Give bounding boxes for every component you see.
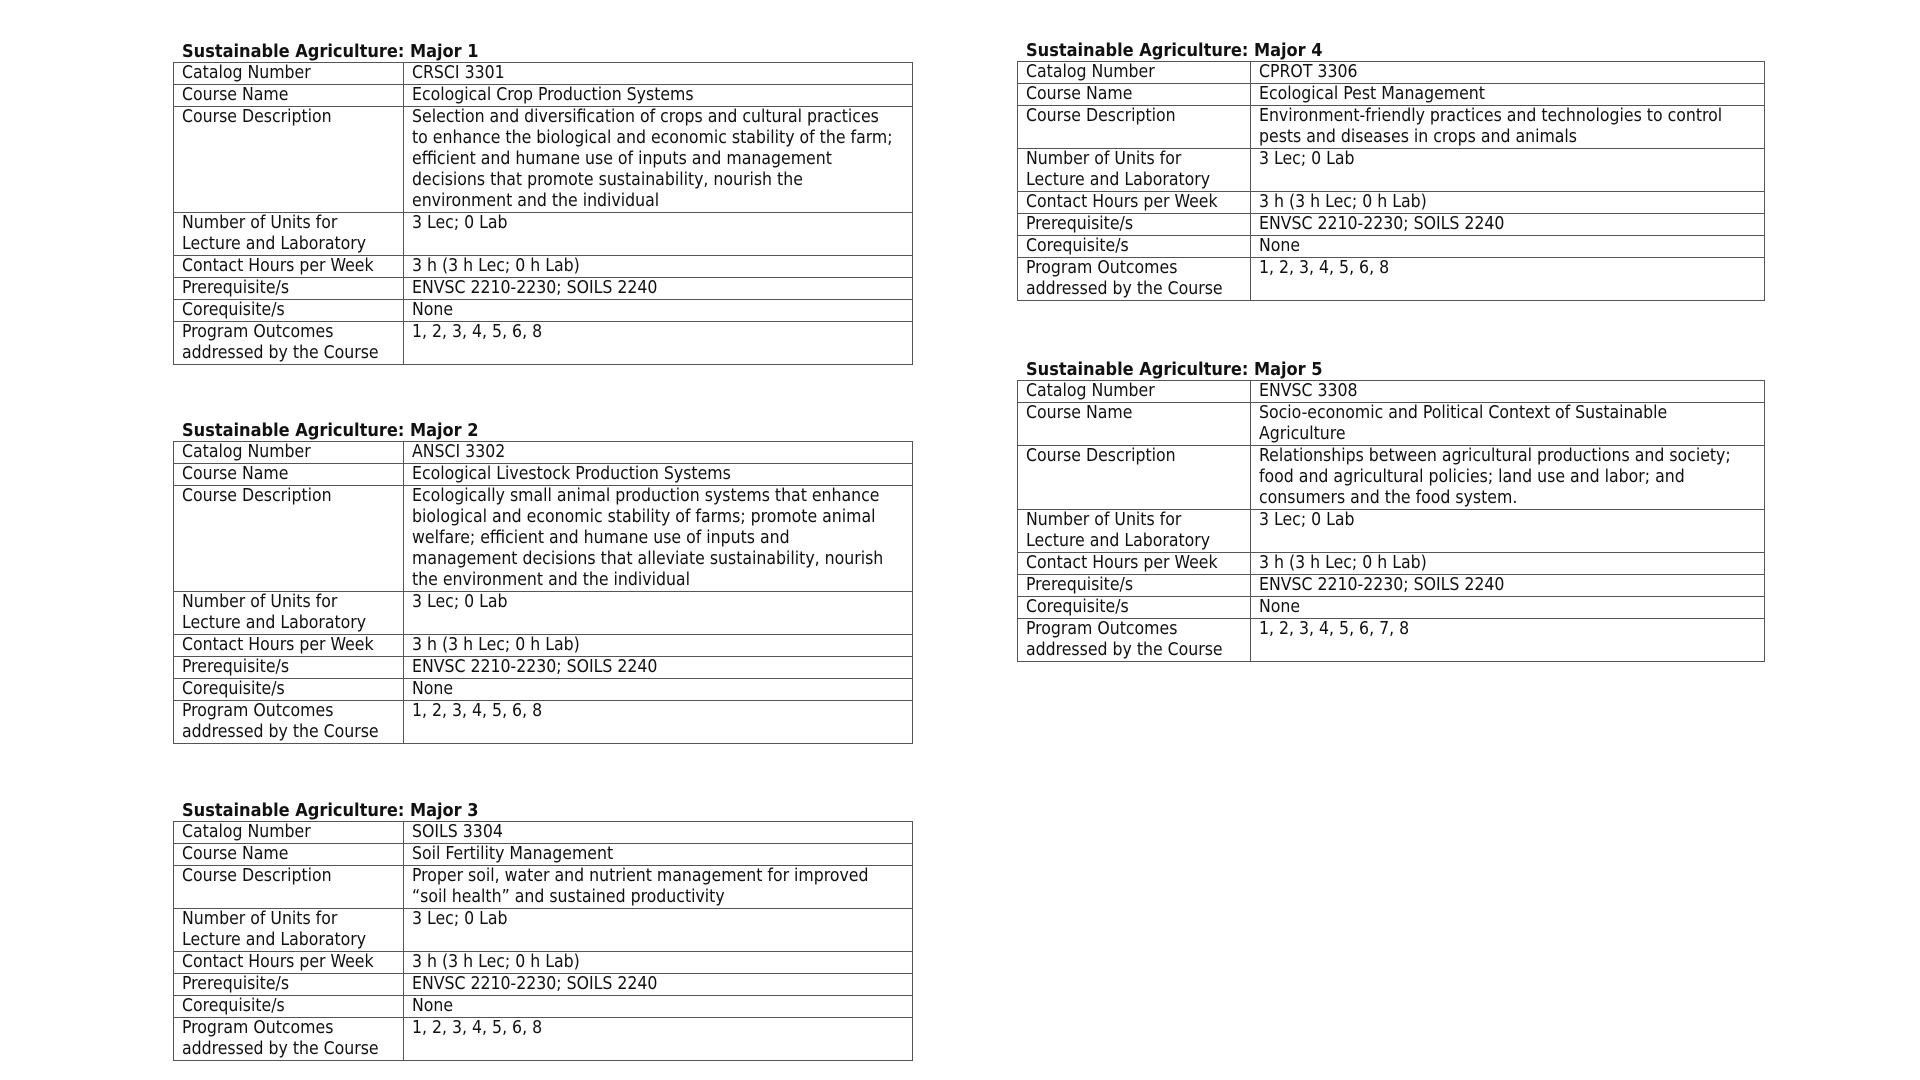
units-label: Number of Units for Lecture and Laboratory bbox=[174, 213, 404, 256]
units-label: Number of Units for Lecture and Laboratory bbox=[1018, 510, 1251, 553]
catalog-number-value: SOILS 3304 bbox=[404, 822, 913, 844]
course-name-row bbox=[1018, 84, 1765, 106]
corequisites-label: Corequisite/s bbox=[174, 300, 404, 322]
contact-hours-value: 3 h (3 h Lec; 0 h Lab) bbox=[1251, 192, 1765, 214]
course-description-row bbox=[1018, 106, 1765, 149]
corequisites-value: None bbox=[404, 996, 913, 1018]
course-table bbox=[1017, 380, 1765, 662]
units-row bbox=[174, 909, 913, 952]
units-row bbox=[174, 213, 913, 256]
course-name-label: Course Name bbox=[174, 844, 404, 866]
course-name-row bbox=[1018, 403, 1765, 446]
course-name-value: Ecological Pest Management bbox=[1251, 84, 1765, 106]
catalog-number-row bbox=[174, 442, 913, 464]
contact-hours-row bbox=[174, 635, 913, 657]
prerequisites-label: Prerequisite/s bbox=[1018, 575, 1251, 597]
major-1-block bbox=[173, 42, 913, 365]
course-description-label: Course Description bbox=[174, 486, 404, 592]
program-outcomes-value: 1, 2, 3, 4, 5, 6, 8 bbox=[404, 322, 913, 365]
course-description-value: Environment-friendly practices and technologies to control pests and diseases in crops and animals bbox=[1251, 106, 1765, 149]
contact-hours-label: Contact Hours per Week bbox=[1018, 192, 1251, 214]
catalog-number-label: Catalog Number bbox=[174, 822, 404, 844]
course-table bbox=[173, 821, 913, 1061]
course-description-row bbox=[1018, 446, 1765, 510]
major-2-block bbox=[173, 421, 913, 744]
program-outcomes-row bbox=[174, 1018, 913, 1061]
contact-hours-row bbox=[174, 952, 913, 974]
contact-hours-value: 3 h (3 h Lec; 0 h Lab) bbox=[404, 635, 913, 657]
units-label: Number of Units for Lecture and Laboratory bbox=[174, 592, 404, 635]
corequisites-row bbox=[174, 300, 913, 322]
contact-hours-row bbox=[1018, 553, 1765, 575]
program-outcomes-value: 1, 2, 3, 4, 5, 6, 8 bbox=[1251, 258, 1765, 301]
contact-hours-row bbox=[174, 256, 913, 278]
prerequisites-value: ENVSC 2210-2230; SOILS 2240 bbox=[404, 974, 913, 996]
program-outcomes-value: 1, 2, 3, 4, 5, 6, 7, 8 bbox=[1251, 619, 1765, 662]
program-outcomes-label: Program Outcomes addressed by the Course bbox=[174, 1018, 404, 1061]
major-4-block bbox=[1017, 41, 1765, 301]
units-value: 3 Lec; 0 Lab bbox=[1251, 510, 1765, 553]
catalog-number-row bbox=[174, 63, 913, 85]
contact-hours-value: 3 h (3 h Lec; 0 h Lab) bbox=[404, 256, 913, 278]
course-name-label: Course Name bbox=[1018, 84, 1251, 106]
program-outcomes-value: 1, 2, 3, 4, 5, 6, 8 bbox=[404, 701, 913, 744]
contact-hours-label: Contact Hours per Week bbox=[174, 256, 404, 278]
prerequisites-row bbox=[1018, 575, 1765, 597]
corequisites-row bbox=[1018, 236, 1765, 258]
units-value: 3 Lec; 0 Lab bbox=[404, 213, 913, 256]
course-table bbox=[173, 62, 913, 365]
catalog-number-label: Catalog Number bbox=[1018, 62, 1251, 84]
units-label: Number of Units for Lecture and Laboratory bbox=[1018, 149, 1251, 192]
contact-hours-value: 3 h (3 h Lec; 0 h Lab) bbox=[404, 952, 913, 974]
program-outcomes-label: Program Outcomes addressed by the Course bbox=[1018, 619, 1251, 662]
program-outcomes-label: Program Outcomes addressed by the Course bbox=[174, 701, 404, 744]
prerequisites-label: Prerequisite/s bbox=[1018, 214, 1251, 236]
corequisites-label: Corequisite/s bbox=[174, 996, 404, 1018]
units-row bbox=[174, 592, 913, 635]
units-row bbox=[1018, 510, 1765, 553]
course-name-label: Course Name bbox=[174, 464, 404, 486]
catalog-number-row bbox=[174, 822, 913, 844]
course-name-label: Course Name bbox=[174, 85, 404, 107]
corequisites-row bbox=[1018, 597, 1765, 619]
prerequisites-value: ENVSC 2210-2230; SOILS 2240 bbox=[404, 657, 913, 679]
prerequisites-label: Prerequisite/s bbox=[174, 657, 404, 679]
program-outcomes-label: Program Outcomes addressed by the Course bbox=[1018, 258, 1251, 301]
program-outcomes-row bbox=[174, 322, 913, 365]
course-description-value: Selection and diversification of crops and cultural practices to enhance the biological and economic stability of the farm; efficient and humane use of inputs and management decisions that promote sustainability, nourish the environment and the individual bbox=[404, 107, 913, 213]
course-description-label: Course Description bbox=[1018, 446, 1251, 510]
contact-hours-label: Contact Hours per Week bbox=[174, 952, 404, 974]
prerequisites-row bbox=[1018, 214, 1765, 236]
prerequisites-label: Prerequisite/s bbox=[174, 278, 404, 300]
major-5-block bbox=[1017, 360, 1765, 662]
course-name-value: Ecological Livestock Production Systems bbox=[404, 464, 913, 486]
corequisites-value: None bbox=[1251, 236, 1765, 258]
course-description-row bbox=[174, 107, 913, 213]
course-name-value: Socio-economic and Political Context of Sustainable Agriculture bbox=[1251, 403, 1765, 446]
corequisites-row bbox=[174, 679, 913, 701]
course-name-value: Ecological Crop Production Systems bbox=[404, 85, 913, 107]
catalog-number-value: ANSCI 3302 bbox=[404, 442, 913, 464]
contact-hours-label: Contact Hours per Week bbox=[174, 635, 404, 657]
course-description-value: Ecologically small animal production systems that enhance biological and economic stability of farms; promote animal welfare; efficient and humane use of inputs and management decisions that alleviate sustainability, nourish the environment and the individual bbox=[404, 486, 913, 592]
units-label: Number of Units for Lecture and Laboratory bbox=[174, 909, 404, 952]
course-name-label: Course Name bbox=[1018, 403, 1251, 446]
program-outcomes-value: 1, 2, 3, 4, 5, 6, 8 bbox=[404, 1018, 913, 1061]
prerequisites-value: ENVSC 2210-2230; SOILS 2240 bbox=[404, 278, 913, 300]
corequisites-value: None bbox=[404, 679, 913, 701]
corequisites-label: Corequisite/s bbox=[1018, 597, 1251, 619]
prerequisites-value: ENVSC 2210-2230; SOILS 2240 bbox=[1251, 575, 1765, 597]
catalog-number-label: Catalog Number bbox=[1018, 381, 1251, 403]
course-description-label: Course Description bbox=[174, 866, 404, 909]
course-name-row bbox=[174, 844, 913, 866]
course-name-value: Soil Fertility Management bbox=[404, 844, 913, 866]
catalog-number-row bbox=[1018, 62, 1765, 84]
prerequisites-row bbox=[174, 278, 913, 300]
prerequisites-label: Prerequisite/s bbox=[174, 974, 404, 996]
contact-hours-label: Contact Hours per Week bbox=[1018, 553, 1251, 575]
course-description-row bbox=[174, 486, 913, 592]
major-title: Sustainable Agriculture: Major 5 bbox=[1026, 359, 1323, 380]
major-title: Sustainable Agriculture: Major 2 bbox=[182, 420, 479, 441]
corequisites-value: None bbox=[1251, 597, 1765, 619]
corequisites-label: Corequisite/s bbox=[1018, 236, 1251, 258]
catalog-number-row bbox=[1018, 381, 1765, 403]
units-value: 3 Lec; 0 Lab bbox=[404, 592, 913, 635]
units-value: 3 Lec; 0 Lab bbox=[404, 909, 913, 952]
major-title: Sustainable Agriculture: Major 4 bbox=[1026, 40, 1323, 61]
catalog-number-value: CPROT 3306 bbox=[1251, 62, 1765, 84]
contact-hours-value: 3 h (3 h Lec; 0 h Lab) bbox=[1251, 553, 1765, 575]
catalog-number-label: Catalog Number bbox=[174, 442, 404, 464]
catalog-number-label: Catalog Number bbox=[174, 63, 404, 85]
major-title: Sustainable Agriculture: Major 1 bbox=[182, 41, 479, 62]
course-description-row bbox=[174, 866, 913, 909]
corequisites-label: Corequisite/s bbox=[174, 679, 404, 701]
course-description-label: Course Description bbox=[1018, 106, 1251, 149]
course-name-row bbox=[174, 464, 913, 486]
major-3-block bbox=[173, 801, 913, 1061]
corequisites-value: None bbox=[404, 300, 913, 322]
contact-hours-row bbox=[1018, 192, 1765, 214]
major-title: Sustainable Agriculture: Major 3 bbox=[182, 800, 479, 821]
catalog-number-value: CRSCI 3301 bbox=[404, 63, 913, 85]
course-description-label: Course Description bbox=[174, 107, 404, 213]
course-description-value: Proper soil, water and nutrient management for improved “soil health” and sustained productivity bbox=[404, 866, 913, 909]
prerequisites-row bbox=[174, 657, 913, 679]
course-table bbox=[1017, 61, 1765, 301]
catalog-number-value: ENVSC 3308 bbox=[1251, 381, 1765, 403]
program-outcomes-label: Program Outcomes addressed by the Course bbox=[174, 322, 404, 365]
course-name-row bbox=[174, 85, 913, 107]
program-outcomes-row bbox=[174, 701, 913, 744]
course-description-value: Relationships between agricultural productions and society; food and agricultural policies; land use and labor; and consumers and the food system. bbox=[1251, 446, 1765, 510]
program-outcomes-row bbox=[1018, 619, 1765, 662]
units-row bbox=[1018, 149, 1765, 192]
corequisites-row bbox=[174, 996, 913, 1018]
prerequisites-row bbox=[174, 974, 913, 996]
course-table bbox=[173, 441, 913, 744]
units-value: 3 Lec; 0 Lab bbox=[1251, 149, 1765, 192]
program-outcomes-row bbox=[1018, 258, 1765, 301]
prerequisites-value: ENVSC 2210-2230; SOILS 2240 bbox=[1251, 214, 1765, 236]
